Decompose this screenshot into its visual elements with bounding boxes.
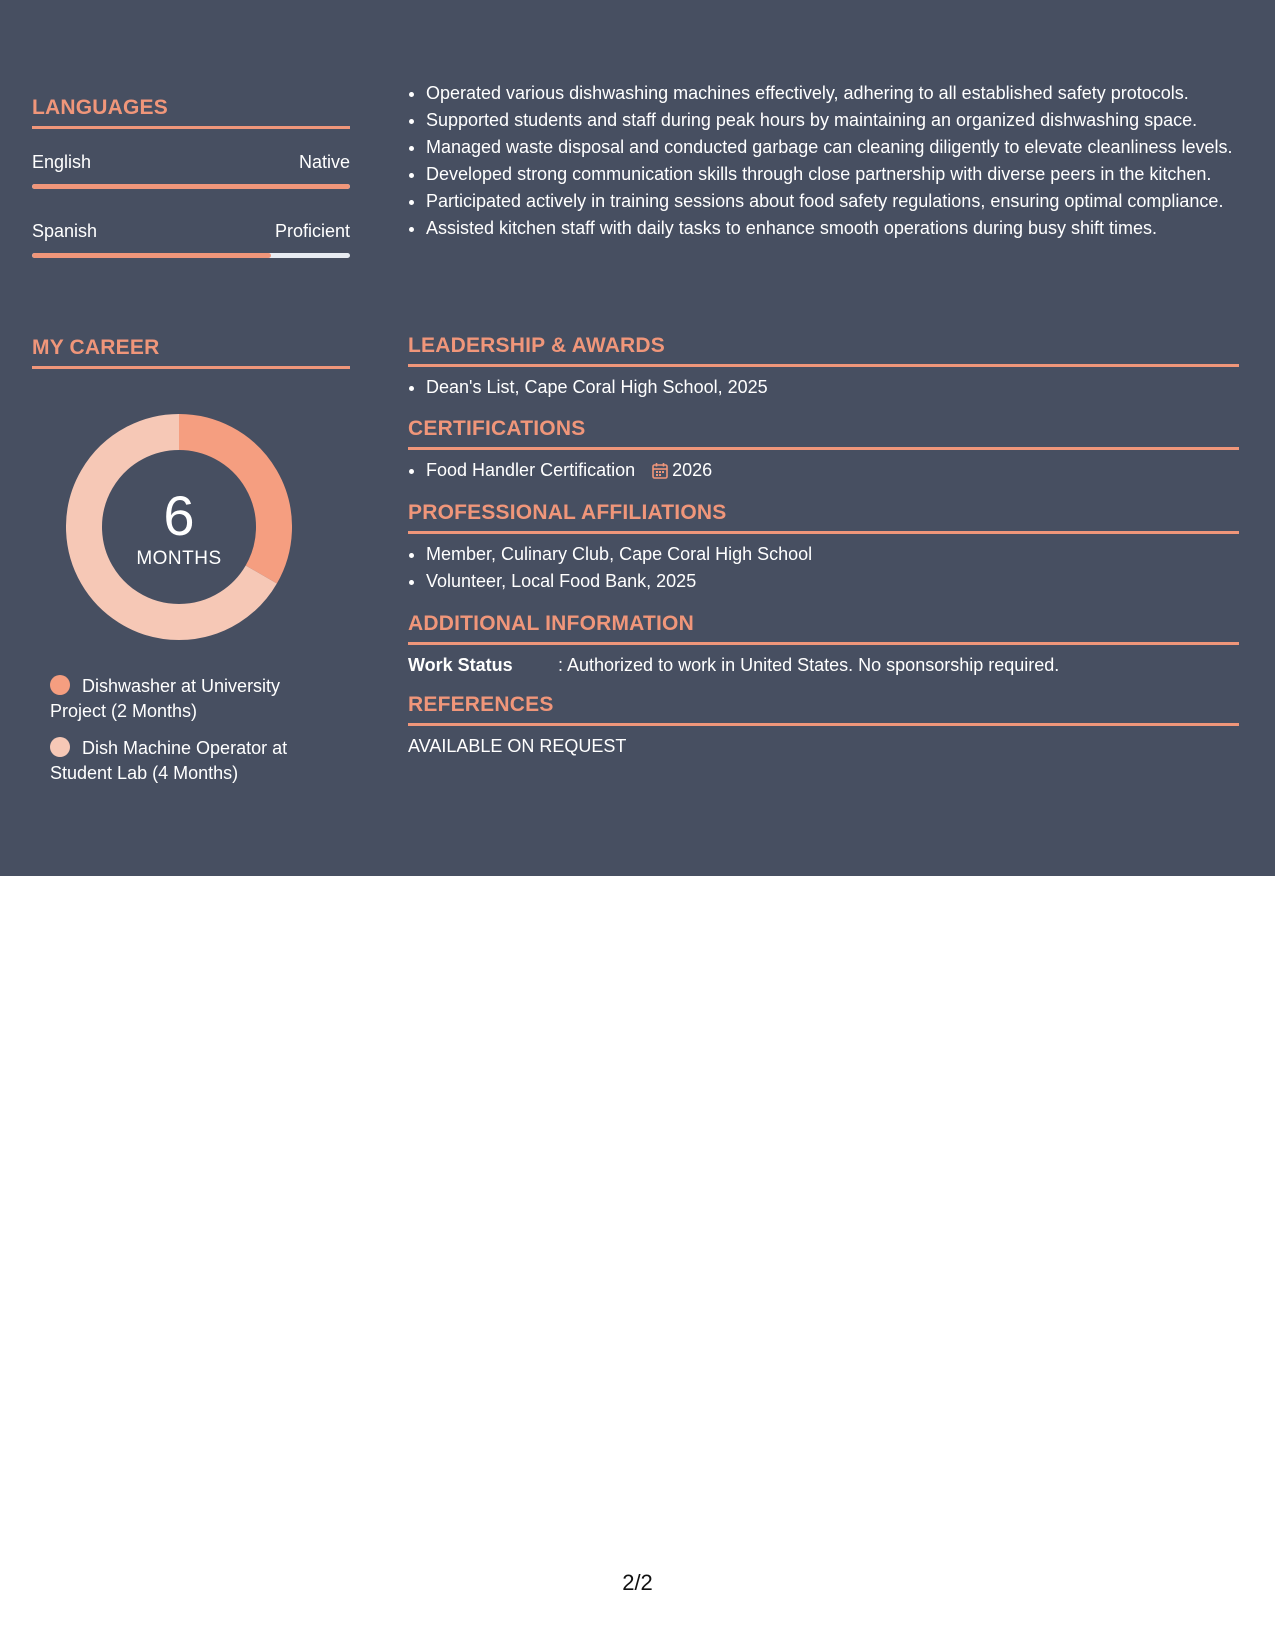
career-heading: MY CAREER xyxy=(32,335,350,369)
affiliation-item: • Volunteer, Local Food Bank, 2025 xyxy=(426,569,1239,593)
certifications-section xyxy=(408,416,1239,488)
affiliation-item: • Member, Culinary Club, Cape Coral High School xyxy=(426,542,1239,566)
career-legend-item xyxy=(50,736,320,786)
additional-info-section xyxy=(408,611,1239,677)
references-section xyxy=(408,692,1239,758)
language-name: Spanish xyxy=(32,221,98,241)
career-legend-item xyxy=(50,674,320,724)
work-status-row xyxy=(408,653,1239,677)
work-status-key: Work Status xyxy=(408,655,513,675)
leadership-item: • Dean's List, Cape Coral High School, 2025 xyxy=(426,375,1239,399)
page-number: 2/2 xyxy=(622,1570,653,1595)
certification-name: Food Handler Certification xyxy=(426,460,636,480)
additional-info-heading: ADDITIONAL INFORMATION xyxy=(408,611,1239,645)
language-proficiency-bar xyxy=(32,253,350,258)
references-heading: REFERENCES xyxy=(408,692,1239,726)
career-total-number: 6 xyxy=(163,484,195,547)
experience-bullet: • Participated actively in training sessions about food safety regulations, ensuring optimal compliance. xyxy=(426,189,1239,213)
language-proficiency-fill xyxy=(32,184,350,189)
language-level: Proficient xyxy=(274,221,350,241)
affiliations-heading: PROFESSIONAL AFFILIATIONS xyxy=(408,500,1239,534)
leadership-section xyxy=(408,333,1239,402)
language-level: Native xyxy=(298,152,350,172)
experience-bullet: • Operated various dishwashing machines effectively, adhering to all established safety protocols. xyxy=(426,81,1239,105)
language-proficiency-bar xyxy=(32,184,350,189)
work-status-value: : Authorized to work in United States. No sponsorship required. xyxy=(558,655,1060,675)
calendar-icon xyxy=(652,461,668,485)
experience-bullet: • Developed strong communication skills through close partnership with diverse peers in the kitchen. xyxy=(426,162,1239,186)
legend-label: Dishwasher at University Project (2 Months) xyxy=(50,676,281,721)
language-name: English xyxy=(32,152,92,172)
legend-dot-icon xyxy=(50,675,70,695)
legend-label: Dish Machine Operator at Student Lab (4 Months) xyxy=(50,738,288,783)
experience-bullet: • Assisted kitchen staff with daily tasks to enhance smooth operations during busy shift times. xyxy=(426,216,1239,240)
experience-bullet: • Supported students and staff during peak hours by maintaining an organized dishwashing space. xyxy=(426,108,1239,132)
certification-item xyxy=(426,458,1239,485)
leadership-heading: LEADERSHIP & AWARDS xyxy=(408,333,1239,367)
career-total-unit: MONTHS xyxy=(136,548,222,569)
languages-heading: LANGUAGES xyxy=(32,95,350,129)
legend-dot-icon xyxy=(50,737,70,757)
references-text: AVAILABLE ON REQUEST xyxy=(408,736,627,756)
affiliations-section xyxy=(408,500,1239,596)
certification-year: 2026 xyxy=(672,460,713,480)
certifications-heading: CERTIFICATIONS xyxy=(408,416,1239,450)
experience-bullets xyxy=(408,81,1239,243)
donut-center xyxy=(66,414,292,640)
experience-bullet: • Managed waste disposal and conducted garbage can cleaning diligently to elevate cleanliness levels. xyxy=(426,135,1239,159)
career-donut-chart xyxy=(66,414,292,640)
language-proficiency-fill xyxy=(32,253,271,258)
